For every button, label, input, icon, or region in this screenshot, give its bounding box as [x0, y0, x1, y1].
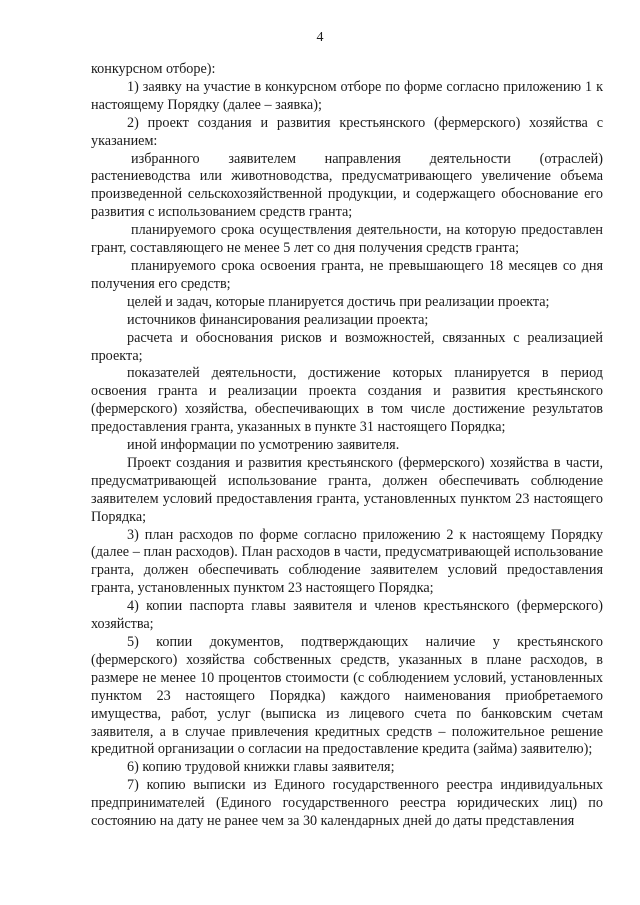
page-number: 4 [316, 30, 324, 45]
paragraph: конкурсном отборе): [91, 61, 216, 77]
paragraph: иной информации по усмотрению заявителя. [127, 437, 400, 454]
paragraph: показателей деятельности, достижение которых планируется в период освоения гранта и реализации проекта создания и развития крестьянского (фермерского) хозяйства, обеспечивающих в том числе достижение результатов предоставления гранта, указанных в пункте 31 настоящего Порядка; [91, 365, 603, 436]
paragraph: 7) копию выписки из Единого государственного реестра индивидуальных предпринимателей (Единого государственного реестра юридических лиц) по состоянию на дату не ранее чем за 30 календарных дней до даты представления [91, 777, 603, 830]
paragraph: 3) план расходов по форме согласно приложению 2 к настоящему Порядку (далее – план расходов). План расходов в части, предусматривающей использование гранта, должен обеспечивать соблюдение заявителем условий предоставления гранта, установленных пунктом 23 настоящего Порядка; [91, 526, 603, 597]
paragraph: 5) копии документов, подтверждающих наличие у крестьянского (фермерского) хозяйства собственных средств, указанных в плане расходов, в размере не менее 10 процентов стоимости (с соблюдением условий, установленных пунктом 23 настоящего Порядка) каждого наименования приобретаемого имущества, работ, услуг (выписка из лицевого счета по банковским счетам заявителя, а в случае привлечения кредитных средств – положительное решение кредитной организации о согласии на предоставление кредита (займа) заявителю); [91, 634, 603, 758]
paragraph: источников финансирования реализации проекта; [127, 311, 429, 328]
paragraph: 2) проект создания и развития крестьянского (фермерского) хозяйства с указанием: [91, 114, 603, 149]
paragraph: целей и задач, которые планируется достичь при реализации проекта; [127, 293, 550, 310]
paragraph: планируемого срока освоения гранта, не превышающего 18 месяцев со дня получения его средств; [91, 257, 603, 292]
paragraph: 4) копии паспорта главы заявителя и членов крестьянского (фермерского) хозяйства; [91, 598, 603, 633]
paragraph: расчета и обоснования рисков и возможностей, связанных с реализацией проекта; [91, 329, 603, 364]
paragraph: 6) копию трудовой книжки главы заявителя; [127, 759, 395, 776]
paragraph: Проект создания и развития крестьянского (фермерского) хозяйства в части, предусматривающей использование гранта, должен обеспечивать соблюдение заявителем условий предоставления гранта, установленных пунктом 23 настоящего Порядка; [91, 454, 603, 525]
paragraph: избранного заявителем направления деятельности (отраслей) растениеводства или животноводства, предусматривающего увеличение объема произведенной сельскохозяйственной продукции, и содержащего обоснование его развития с использованием средств гранта; [91, 150, 603, 221]
document-body [91, 61, 603, 831]
paragraph: 1) заявку на участие в конкурсном отборе по форме согласно приложению 1 к настоящему Порядку (далее – заявка); [91, 78, 603, 113]
paragraph: планируемого срока осуществления деятельности, на которую предоставлен грант, составляющего не менее 5 лет со дня получения средств гранта; [91, 222, 603, 257]
